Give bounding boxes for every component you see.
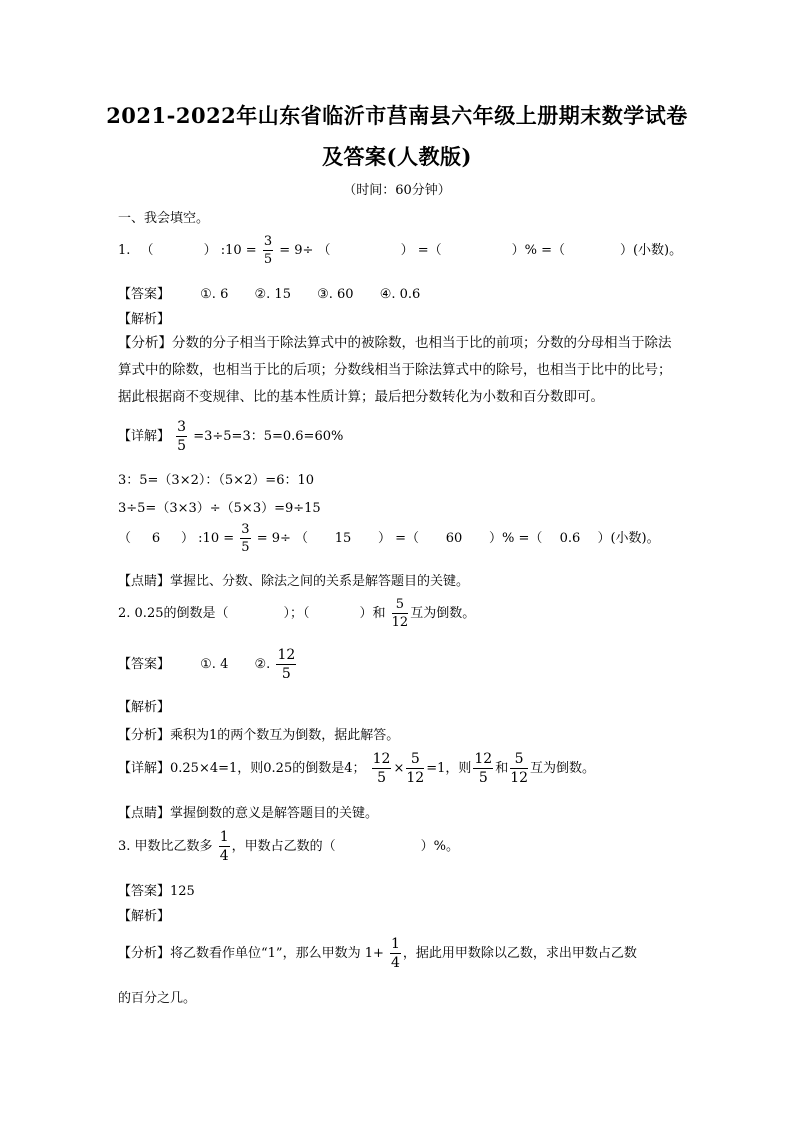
- analysis-label: 【解析】: [118, 312, 171, 327]
- paren-open: （: [140, 243, 154, 258]
- answer-1: [118, 283, 420, 302]
- filled-value: 60: [445, 531, 463, 546]
- answer-item: ④. 0.6: [379, 287, 421, 302]
- analysis-text: 【分析】乘积为1的两个数互为倒数，据此解答。: [118, 728, 400, 743]
- detail-label: 【详解】: [118, 429, 171, 444]
- tip-2: 【点睛】掌握倒数的意义是解答题目的关键。: [118, 806, 379, 821]
- analysis-q3: 【分析】将乙数看作单位“1”，那么甲数为 1+ $\frac{1}{4}$ ，据此用甲数除以乙数，求出甲数占乙数: [118, 936, 637, 971]
- answer-2: [118, 648, 298, 681]
- question-2: 2. 0.25的倒数是（ ）；（ ）和 $\frac{5}{12}$ 互为倒数。: [118, 597, 476, 630]
- filled-value: 15: [334, 531, 352, 546]
- answer-item: ③. 60: [317, 287, 354, 302]
- question-number: 1.: [118, 243, 131, 258]
- filled-value: 6: [151, 531, 161, 546]
- document-title-line1: 2021-2022年山东省临沂市莒南县六年级上册期末数学试卷: [106, 103, 688, 128]
- document-title-line2: 及答案(人教版): [322, 144, 472, 169]
- fraction-1-4: $\frac{1}{4}$: [391, 936, 400, 971]
- answer-item: ②. 15: [254, 287, 291, 302]
- fraction-3-5: $\frac{3}{5}$: [263, 234, 273, 267]
- division-text: = 9÷ （: [279, 243, 331, 258]
- answer-label: 【答案】: [118, 657, 171, 672]
- fraction-3-5: $\frac{3}{5}$: [241, 522, 250, 555]
- exam-time: （时间：60分钟）: [343, 183, 451, 198]
- analysis-label: 【解析】: [118, 700, 171, 715]
- answer-item: ①. 4: [200, 657, 229, 672]
- detail-q2: 【详解】0.25×4=1，则0.25的倒数是4； $\frac{12}{5}$ × $\frac{5}{12}$ =1，则 $\frac{12}{5}$ 和 $\frac{5}{12}$ 互为倒数。: [118, 751, 596, 786]
- question-1: [118, 235, 682, 266]
- fraction-1-4: $\frac{1}{4}$: [219, 829, 229, 864]
- question-3: 3. 甲数比乙数多 $\frac{1}{4}$ ，甲数占乙数的（ ）%。: [118, 829, 459, 864]
- filled-value: 0.6: [559, 531, 581, 546]
- answer-item: ①. 6: [200, 287, 229, 302]
- detail-line-2: 3：5=（3×2）：（5×2）=6：10: [118, 473, 315, 488]
- tip-1: 【点睛】掌握比、分数、除法之间的关系是解答题目的关键。: [118, 574, 470, 589]
- analysis-label: 【解析】: [118, 909, 171, 924]
- detail-text: =3÷5=3：5=0.6=60%: [193, 429, 344, 444]
- answer-3: 【答案】125: [118, 884, 195, 899]
- answer-item: ②.: [254, 657, 271, 672]
- equals-text: ） =（: [400, 243, 442, 258]
- filled-equation: （ 6 ） :10 = $\frac{3}{5}$ = 9÷ （ 15 ） =（ 60 ）% =（ 0.6 ）(小数)。: [118, 522, 660, 555]
- analysis-text: 【分析】分数的分子相当于除法算式中的被除数，也相当于比的前项；分数的分母相当于除法算式中的除数，也相当于比的后项；分数线相当于除法算式中的除号，也相当于比中的比号；据此根据商不变规律、比的基本性质计算；最后把分数转化为小数和百分数即可。: [118, 335, 672, 405]
- decimal-text: ）(小数)。: [619, 243, 683, 258]
- section-heading: 一、我会填空。: [118, 211, 210, 226]
- fraction-3-5: $\frac{3}{5}$: [177, 419, 187, 454]
- detail-line-1: [118, 420, 343, 453]
- fraction-12-5: $\frac{12}{5}$: [277, 647, 296, 682]
- fraction-5-12: $\frac{5}{12}$: [391, 597, 409, 630]
- detail-line-3: 3÷5=（3×3）÷（5×3）=9÷15: [118, 501, 321, 516]
- answer-label: 【答案】: [118, 287, 171, 302]
- ratio-text: :10 =: [220, 243, 257, 258]
- percent-text: ）% =（: [511, 243, 565, 258]
- analysis-q3-cont: 的百分之几。: [118, 991, 197, 1006]
- paren-close: ）: [203, 243, 217, 258]
